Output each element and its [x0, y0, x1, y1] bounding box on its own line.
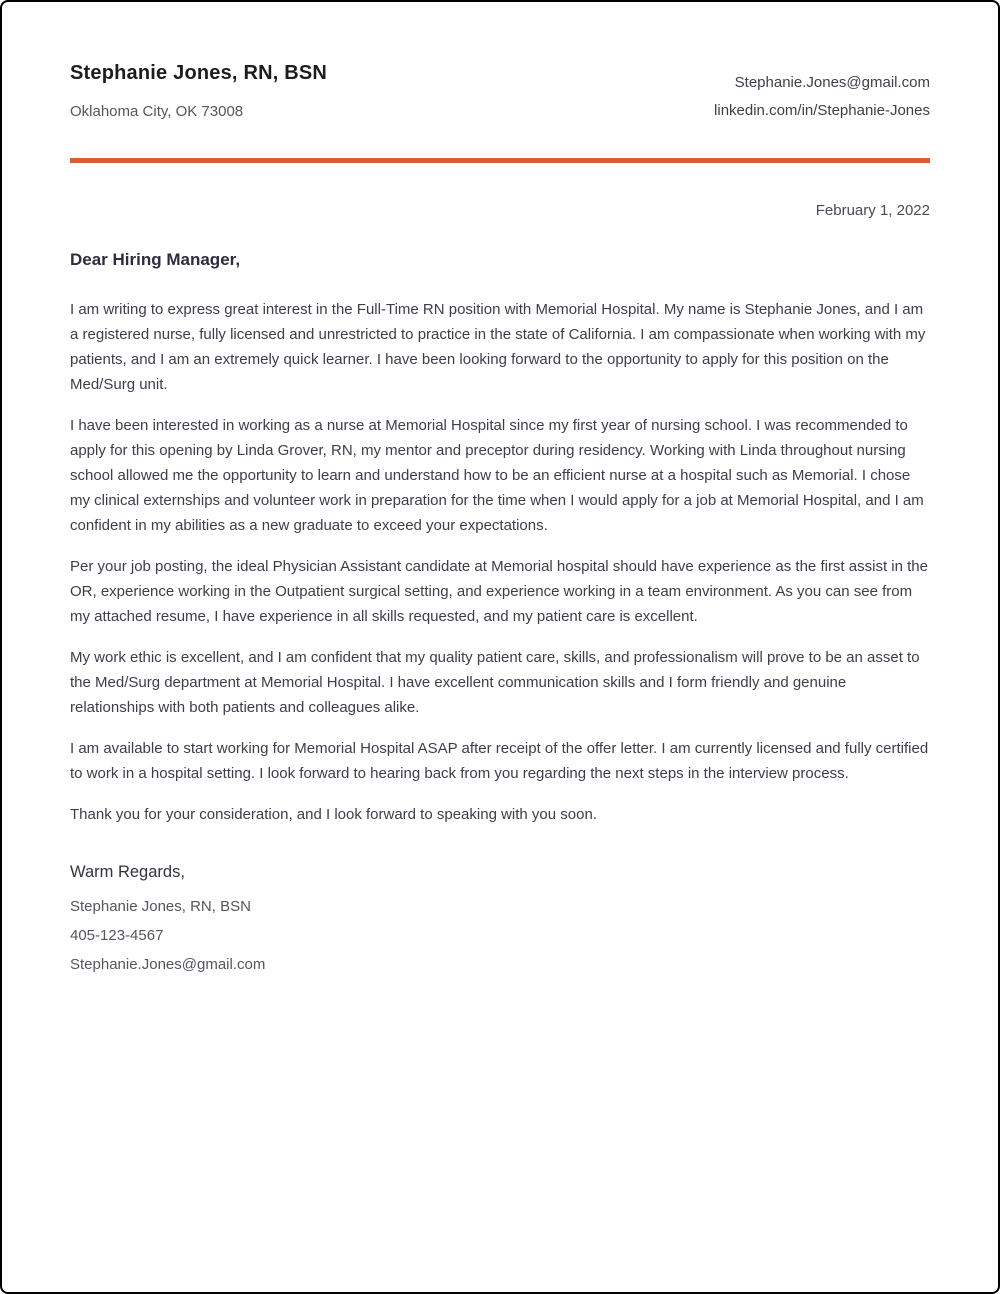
signature-name: Stephanie Jones, RN, BSN	[70, 898, 251, 915]
letter-paragraph: My work ethic is excellent, and I am confident that my quality patient care, skills, and professionalism will prove to be an asset to the Med/Surg department at Memorial Hospital. I have excellent communication skills and I form friendly and genuine relationships with both patients and colleagues alike.	[70, 649, 920, 716]
letter-header	[70, 60, 930, 125]
letter-closing: Warm Regards,	[70, 863, 185, 881]
letter-greeting: Dear Hiring Manager,	[70, 250, 241, 269]
letter-paragraph: I have been interested in working as a nurse at Memorial Hospital since my first year of nursing school. I was recommended to apply for this opening by Linda Grover, RN, my mentor and preceptor during residency. Working with Linda throughout nursing school allowed me the opportunity to learn and understand how to be an efficient nurse at a hospital such as Memorial. I chose my clinical externships and volunteer work in preparation for the time when I would apply for a job at Memorial Hospital, and I am confident in my abilities as a new graduate to exceed your expectations.	[70, 417, 924, 534]
signature-email: Stephanie.Jones@gmail.com	[70, 956, 266, 973]
letter-paragraph: Per your job posting, the ideal Physician Assistant candidate at Memorial hospital should have experience as the first assist in the OR, experience working in the Outpatient surgical setting, and experience working in a team environment. As you can see from my attached resume, I have experience in all skills requested, and my patient care is excellent.	[70, 558, 928, 625]
applicant-linkedin: linkedin.com/in/Stephanie-Jones	[714, 102, 930, 119]
applicant-email: Stephanie.Jones@gmail.com	[734, 74, 930, 91]
letter-signature	[70, 892, 930, 979]
header-contact	[714, 60, 930, 125]
letter-date: February 1, 2022	[815, 202, 930, 219]
letter-paragraph: I am available to start working for Memorial Hospital ASAP after receipt of the offer letter. I am currently licensed and fully certified to work in a hospital setting. I look forward to hearing back from you regarding the next steps in the interview process.	[70, 740, 929, 782]
letter-paragraph: Thank you for your consideration, and I look forward to speaking with you soon.	[70, 806, 597, 823]
applicant-location: Oklahoma City, OK 73008	[70, 103, 244, 120]
header-identity	[70, 60, 327, 120]
signature-phone: 405-123-4567	[70, 927, 164, 944]
letter-body	[70, 297, 930, 827]
accent-divider	[70, 158, 930, 163]
letter-paragraph: I am writing to express great interest in the Full-Time RN position with Memorial Hospital. My name is Stephanie Jones, and I am a registered nurse, fully licensed and unrestricted to practice in the state of California. I am compassionate when working with my patients, and I am an extremely quick learner. I have been looking forward to the opportunity to apply for this position on the Med/Surg unit.	[70, 301, 926, 393]
applicant-name: Stephanie Jones, RN, BSN	[70, 62, 328, 84]
